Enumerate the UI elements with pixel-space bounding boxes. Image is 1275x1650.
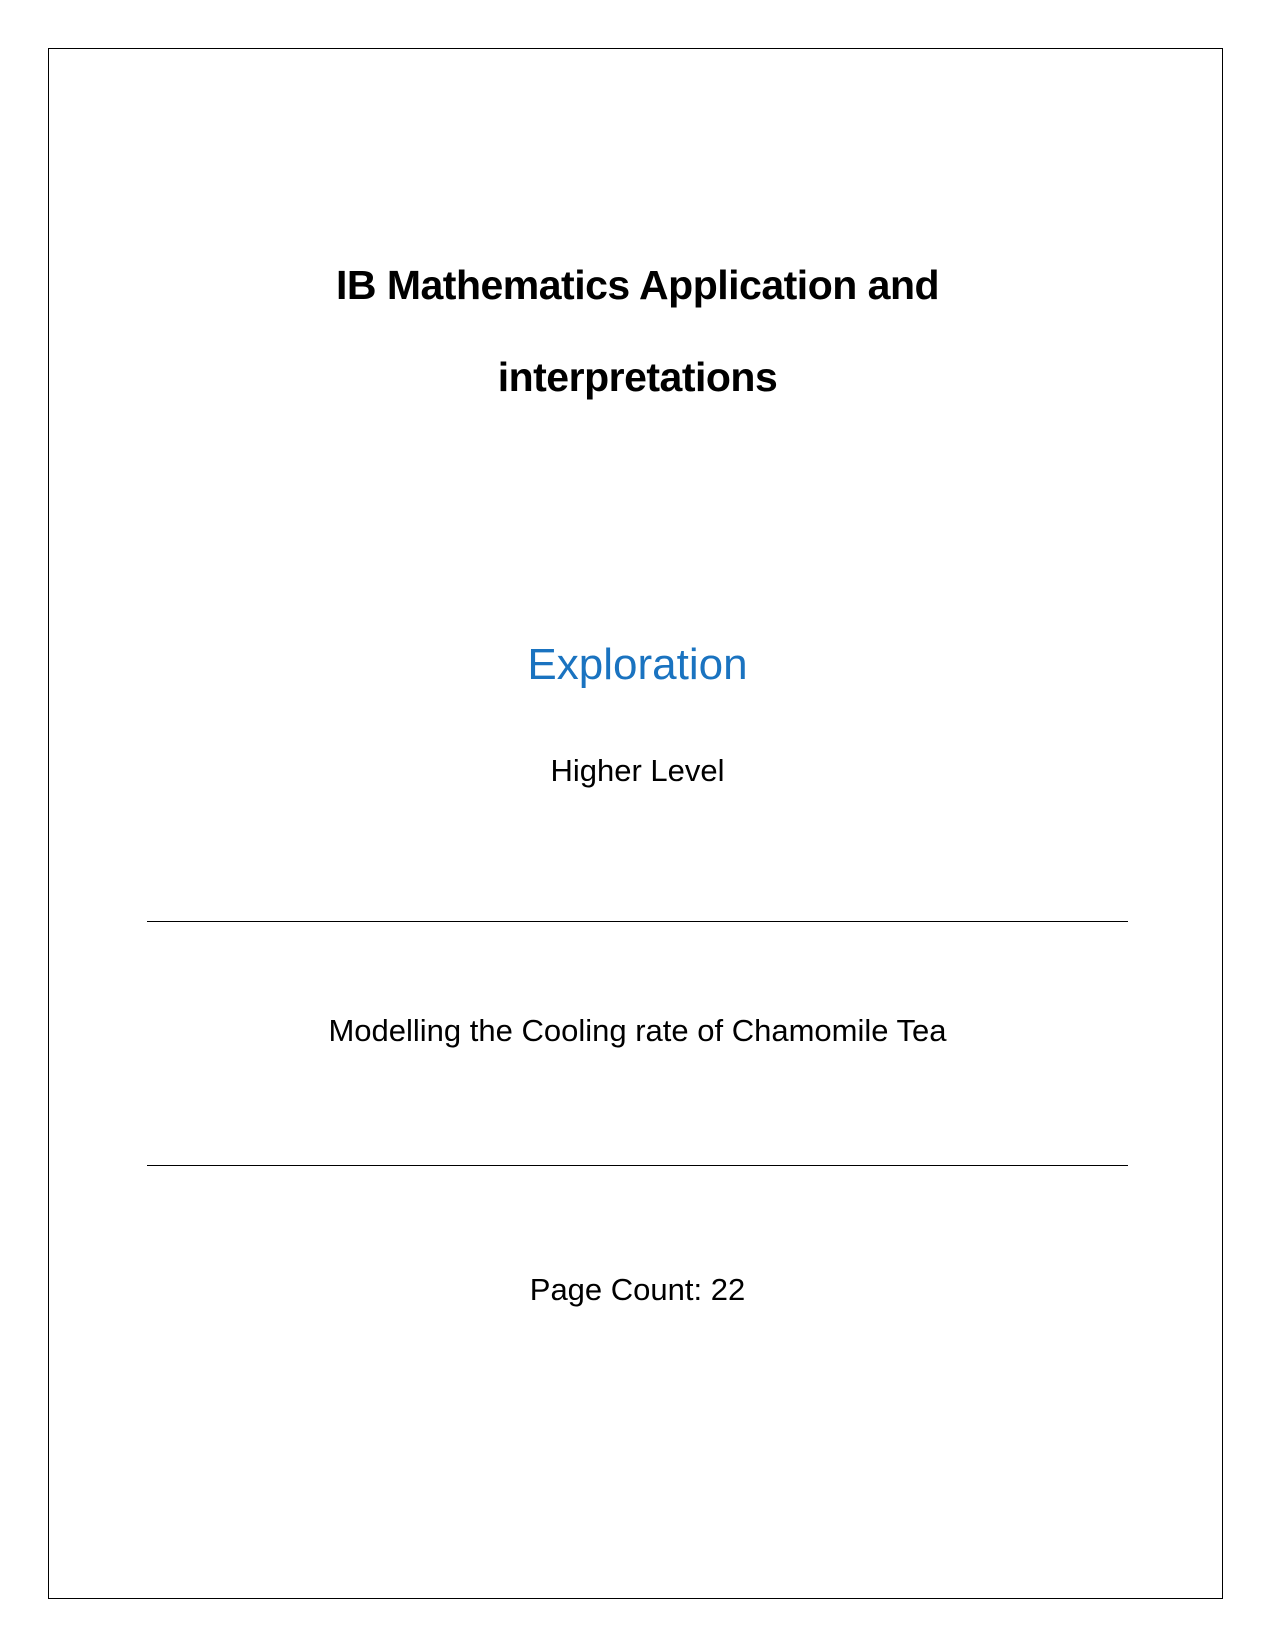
title-line-1: IB Mathematics Application and — [335, 262, 940, 308]
subtitle: Exploration — [527, 640, 748, 689]
divider-top — [147, 921, 1128, 922]
divider-bottom — [147, 1165, 1128, 1166]
title-line-2: interpretations — [497, 354, 778, 400]
page-count: Page Count: 22 — [529, 1272, 746, 1307]
topic-title: Modelling the Cooling rate of Chamomile Tea — [328, 1013, 947, 1048]
level-label: Higher Level — [550, 753, 725, 788]
